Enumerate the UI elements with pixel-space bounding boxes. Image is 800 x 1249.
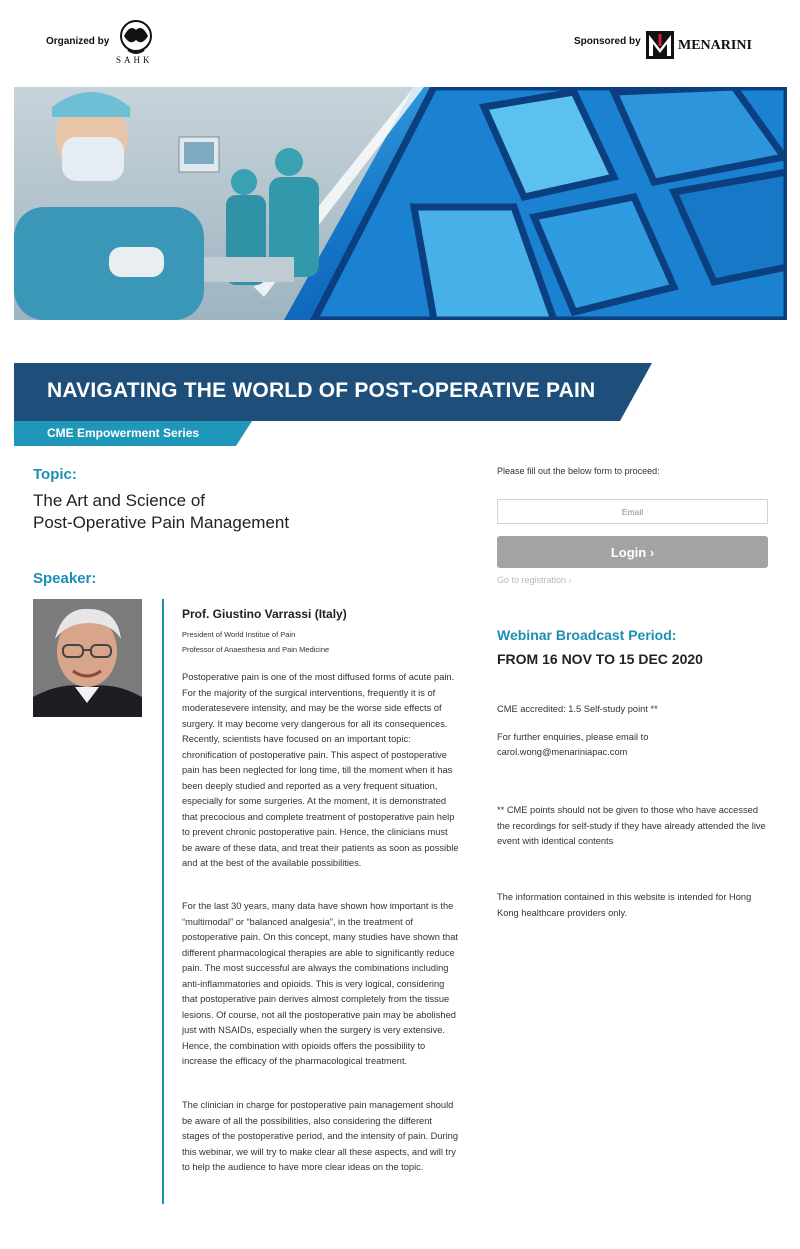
speaker-role-2: Professor of Anaesthesia and Pain Medicine bbox=[182, 645, 330, 654]
form-instruction: Please fill out the below form to proceed: bbox=[497, 466, 660, 476]
organized-by-label: Organized by bbox=[46, 36, 110, 47]
sahk-logo-text: SAHK bbox=[116, 55, 153, 65]
login-button[interactable]: Login › bbox=[497, 536, 768, 568]
menarini-logo-text: MENARINI bbox=[678, 38, 752, 53]
hero-banner-image bbox=[14, 87, 787, 320]
speaker-role-1: President of World Institue of Pain bbox=[182, 630, 296, 639]
speaker-label: Speaker: bbox=[33, 570, 97, 587]
series-label: CME Empowerment Series bbox=[47, 426, 200, 440]
sponsored-by-label: Sponsored by bbox=[574, 36, 641, 47]
email-field[interactable] bbox=[497, 499, 768, 524]
speaker-photo bbox=[33, 599, 142, 717]
page-title: NAVIGATING THE WORLD OF POST-OPERATIVE PAIN bbox=[47, 379, 596, 402]
enquiry-text: For further enquiries, please email to bbox=[497, 732, 649, 742]
cme-accreditation: CME accredited: 1.5 Self-study point ** bbox=[497, 704, 658, 714]
topic-label: Topic: bbox=[33, 466, 77, 483]
contact-email-link[interactable]: carol.wong@menariniapac.com bbox=[497, 747, 628, 757]
speaker-bio-paragraph-2: For the last 30 years, many data have shown how important is the “multimodal” or “balanced analgesia”, in the treatment of postoperative pain. On this concept, many studies have shown that different pharmacological therapies are able to significantly reduce pain. The most successful are always the combinations including anti-inflammatories and opioids. This is very logical, considering that postoperative pain derives almost completely from the tissue lesions. Of course, not all the postoperative pain may be abolished just with NSAIDs, especially when the surgery is very extensive. Hence, the combination with opioids offers the possibility to increase the efficacy of the pharmacological treatment. bbox=[182, 901, 458, 1066]
webinar-period: FROM 16 NOV TO 15 DEC 2020 bbox=[497, 651, 703, 667]
speaker-bio-paragraph-1: Postoperative pain is one of the most diffused forms of acute pain. For the majority of the surgical interventions, frequently it is of moderatesevere intensity, and may be the worse side effects of surgery. It may become very dangerous for all its consequences. Recently, scientists have focused on an important topic: chronification of postoperative pain. This aspect of postoperative pain has been neglected for long time, till the moment when it has been deeply studied and reported as a very frequent situation, especially for some surgeries. At the moment, it is demonstrated that precocious and complete treatment of postoperative pain help to prevent chronic postoperative pain. Hence, the clinicians must be aware of these data, and treat their patients as soon as possible and at the best of the available possibilities. bbox=[182, 672, 459, 868]
webinar-period-label: Webinar Broadcast Period: bbox=[497, 627, 677, 643]
cme-note: ** CME points should not be given to those who have accessed the recordings for self-study if they have already attended the live event with identical contents bbox=[497, 805, 766, 846]
disclaimer: The information contained in this website is intended for Hong Kong healthcare providers only. bbox=[497, 892, 752, 918]
topic-title bbox=[33, 490, 353, 534]
speaker-bio-paragraph-3: The clinician in charge for postoperative pain management should be aware of all the possibilities, also considering the different stages of the postoperative period, and the intensity of pain. During this webinar, we will try to make clear all these aspects, and will try to help the audience to have more clear ideas on the topic. bbox=[182, 1100, 458, 1172]
topic-title-line2: Post-Operative Pain Management bbox=[33, 513, 290, 532]
topic-title-line1: The Art and Science of bbox=[33, 491, 205, 510]
menarini-logo-icon bbox=[646, 31, 674, 59]
speaker-divider bbox=[162, 599, 164, 1204]
registration-link[interactable]: Go to registration › bbox=[497, 575, 572, 585]
speaker-name: Prof. Giustino Varrassi (Italy) bbox=[182, 607, 347, 621]
